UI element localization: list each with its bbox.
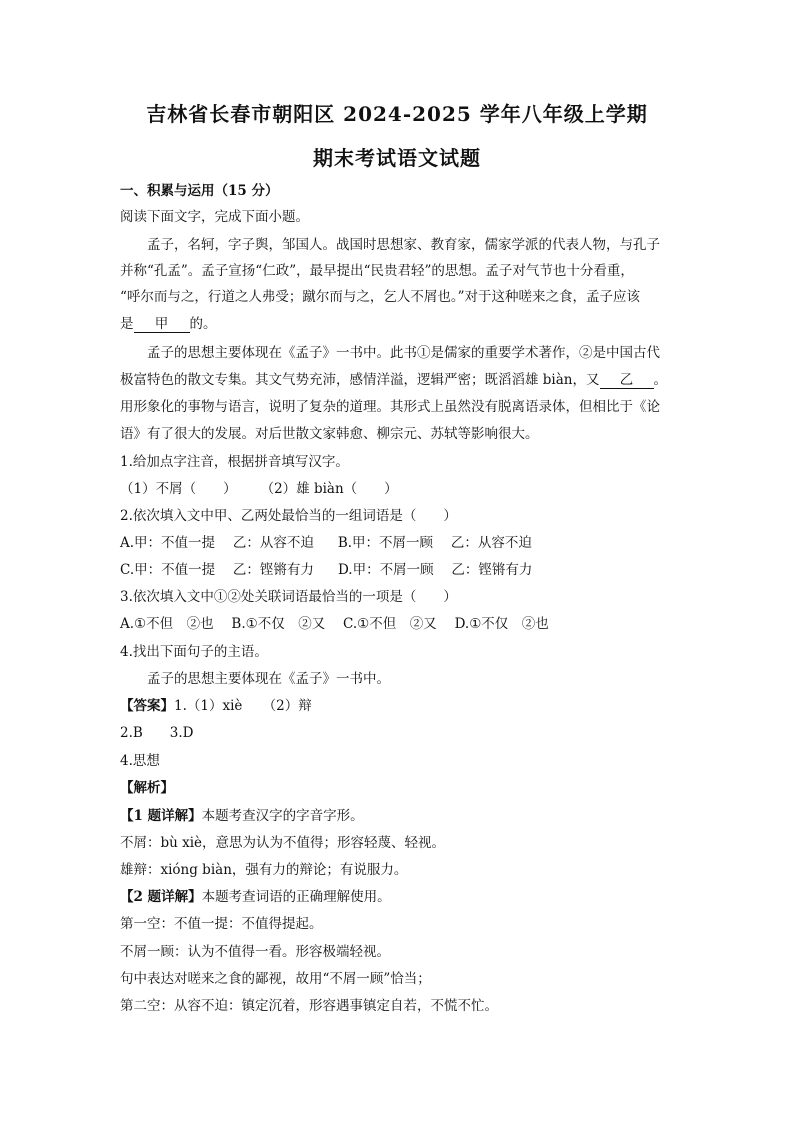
passage-line: 孟子，名轲，字子舆，邹国人。战国时思想家、教育家，儒家学派的代表人物，与孔子 [147, 237, 660, 253]
passage-line [120, 371, 680, 389]
section-heading: 一、积累与运用（15 分） [120, 183, 279, 199]
question-2-options [120, 534, 680, 552]
question-4-sentence: 孟子的思想主要体现在《孟子》一书中。 [147, 671, 390, 687]
question-3-options: A.①不但 ②也 B.①不仅 ②又 C.①不但 ②又 D.①不仅 ②也 [120, 616, 549, 632]
answer-line [120, 697, 680, 715]
q2-option-a: A.甲：不值一提 乙：从容不迫 [120, 535, 314, 551]
analysis-2-heading [120, 888, 680, 906]
q1-item-b: （2）雄 biàn（ ） [260, 481, 398, 497]
answer-label: 【答案】 [120, 698, 174, 714]
q1-item-a: （1）不屑（ ） [120, 481, 237, 497]
analysis-line: 不屑：bù xiè，意思为认为不值得；形容轻蔑、轻视。 [120, 835, 446, 851]
passage-line: 孟子的思想主要体现在《孟子》一书中。此书①是儒家的重要学术著作，②是中国古代 [147, 345, 660, 361]
question-2-options [120, 561, 680, 579]
passage-text: 是 [120, 316, 134, 332]
analysis-1-intro: 本题考查汉字的字音字形。 [201, 808, 364, 824]
analysis-2-tag: 【2 题详解】 [120, 889, 202, 905]
question-4: 4.找出下面句子的主语。 [120, 644, 268, 660]
analysis-2-intro: 本题考查词语的正确理解使用。 [201, 889, 391, 905]
passage-text: 。 [653, 372, 667, 388]
question-3: 3.依次填入文中①②处关联词语最恰当的一项是（ ） [120, 589, 457, 605]
q2-option-b: B.甲：不屑一顾 乙：从容不迫 [337, 535, 532, 551]
analysis-line: 第一空：不值一提：不值得提起。 [120, 916, 323, 932]
q2-option-c: C.甲：不值一提 乙：铿锵有力 [120, 562, 314, 578]
question-2: 2.依次填入文中甲、乙两处最恰当的一组词语是（ ） [120, 508, 457, 524]
analysis-label: 【解析】 [120, 780, 174, 796]
analysis-line: 不屑一顾：认为不值得一看。形容极端轻视。 [120, 944, 390, 960]
blank-jia: 甲 [134, 317, 190, 333]
instruction-text: 阅读下面文字，完成下面小题。 [120, 209, 309, 225]
passage-text: 的。 [189, 316, 217, 332]
analysis-1-tag: 【1 题详解】 [120, 808, 202, 824]
passage-line: 语》有了很大的发展。对后世散文家韩愈、柳宗元、苏轼等影响很大。 [120, 426, 539, 442]
q2-option-d: D.甲：不屑一顾 乙：铿锵有力 [337, 562, 533, 578]
analysis-line: 句中表达对嗟来之食的鄙视，故用“不屑一顾”恰当； [120, 971, 431, 987]
answer-1: 1.（1）xiè （2）辩 [174, 698, 312, 714]
answer-2-3: 2.B 3.D [120, 725, 194, 741]
blank-yi: 乙 [600, 373, 654, 389]
analysis-line: 雄辩：xióng biàn，强有力的辩论；有说服力。 [120, 862, 408, 878]
question-1: 1.给加点字注音，根据拼音填写汉字。 [120, 454, 349, 470]
passage-line [120, 315, 680, 333]
page-subtitle: 期末考试语文试题 [313, 146, 481, 170]
passage-line: 并称“孔孟”。孟子宣扬“仁政”，最早提出“民贵君轻”的思想。孟子对气节也十分看重， [120, 263, 634, 279]
analysis-1-heading [120, 807, 680, 825]
page-title: 吉林省长春市朝阳区 2024-2025 学年八年级上学期 [146, 102, 648, 126]
passage-text: 极富特色的散文专集。其文气势充沛，感情洋溢，逻辑严密；既滔滔雄 biàn，又 [120, 372, 600, 388]
question-1-items [120, 480, 680, 498]
passage-line: “呼尔而与之，行道之人弗受；蹴尔而与之，乞人不屑也。”对于这种嗟来之食，孟子应该 [120, 289, 641, 305]
answer-4: 4.思想 [120, 753, 160, 769]
passage-line: 用形象化的事物与语言，说明了复杂的道理。其形式上虽然没有脱离语录体，但相比于《论 [120, 399, 660, 415]
analysis-line: 第二空：从容不迫：镇定沉着，形容遇事镇定自若，不慌不忙。 [120, 998, 498, 1014]
